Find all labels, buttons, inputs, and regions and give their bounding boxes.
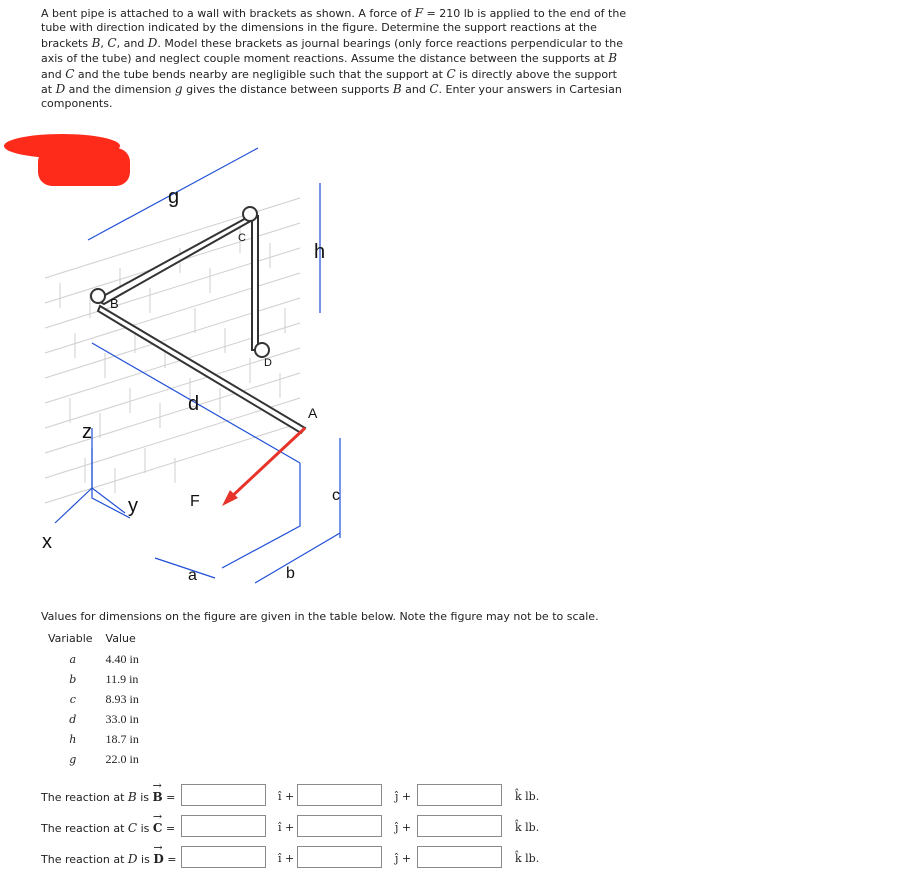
bracket-d [255, 343, 269, 357]
reaction-label-d: The reaction at D is → D = [41, 852, 176, 866]
label-y: y [128, 495, 138, 517]
label-f: F [190, 493, 200, 510]
reaction-c-k-input[interactable] [417, 815, 502, 837]
problem-statement: A bent pipe is attached to a wall with brackets as shown. A force of F = 210 lb is applied to the end of the tube with direction indicated by the dimensions in the figure. Determine the support reactions at the brackets B, C, and D. Model these brackets as journal bearings (only force reactions perpendicular to the axis of the tube) and neglect couple moment reactions. Assume the distance between the supports at B and C and the tube bends nearby are negligible such that the support at C is directly above the support at D and the dimension g gives the distance between supports B and C. Enter your answers in Cartesian components. [41, 6, 627, 111]
dimension-table [43, 632, 147, 769]
label-a-point: A [308, 405, 318, 421]
unit-j-label: ĵ + [395, 790, 412, 803]
variable-cell: d [69, 713, 77, 726]
table-row [43, 729, 147, 749]
bent-pipe [96, 216, 305, 433]
redaction-mark [4, 134, 130, 186]
value-cell: 8.93 in [105, 692, 139, 706]
reaction-label-b: The reaction at B is → B = [41, 790, 175, 804]
bracket-b [91, 289, 105, 303]
unit-j-label: ĵ + [395, 852, 412, 865]
value-cell: 33.0 in [105, 712, 139, 726]
value-cell: 4.40 in [105, 652, 139, 666]
label-b-dim: b [286, 565, 295, 582]
label-z: z [82, 421, 92, 443]
reaction-row-d [41, 846, 561, 872]
reaction-b-k-input[interactable] [417, 784, 502, 806]
label-c: C [238, 232, 246, 244]
reaction-c-j-input[interactable] [297, 815, 382, 837]
variable-cell: c [69, 693, 76, 706]
table-row [43, 649, 147, 669]
reaction-row-b [41, 784, 561, 810]
table-row [43, 709, 147, 729]
value-cell: 11.9 in [105, 672, 139, 686]
label-a: a [188, 567, 197, 584]
variable-cell: a [69, 653, 77, 666]
figure-caption: Values for dimensions on the figure are given in the table below. Note the figure may not be to scale. [41, 610, 599, 623]
variable-cell: g [69, 753, 77, 766]
reaction-label-c: The reaction at C is → C = [41, 821, 175, 835]
table-row [43, 749, 147, 769]
unit-i-label: î + [278, 852, 295, 865]
reaction-row-c [41, 815, 561, 841]
reaction-b-j-input[interactable] [297, 784, 382, 806]
label-c-dim: c [332, 487, 340, 504]
table-header-row [43, 632, 147, 649]
label-b: B [110, 296, 119, 311]
value-cell: 18.7 in [105, 732, 139, 746]
unit-i-label: î + [278, 821, 295, 834]
variable-cell: h [69, 733, 77, 746]
value-cell: 22.0 in [105, 752, 139, 766]
label-d-point: D [264, 357, 272, 369]
unit-k-label: k̂ lb. [515, 852, 540, 865]
dimension-lines [88, 148, 340, 583]
force-arrow-f [222, 428, 305, 506]
label-d: d [188, 393, 200, 415]
table-row [43, 689, 147, 709]
unit-j-label: ĵ + [395, 821, 412, 834]
reaction-c-i-input[interactable] [181, 815, 266, 837]
header-value: Value [105, 632, 136, 645]
unit-k-label: k̂ lb. [515, 821, 540, 834]
reaction-d-j-input[interactable] [297, 846, 382, 868]
label-g: g [168, 186, 180, 208]
header-variable: Variable [48, 632, 93, 645]
reaction-d-i-input[interactable] [181, 846, 266, 868]
reaction-b-i-input[interactable] [181, 784, 266, 806]
unit-k-label: k̂ lb. [515, 790, 540, 803]
table-row [43, 669, 147, 689]
unit-i-label: î + [278, 790, 295, 803]
label-x: x [42, 531, 52, 553]
label-h: h [314, 241, 326, 263]
variable-cell: b [69, 673, 77, 686]
bent-pipe-figure [0, 128, 400, 598]
reaction-d-k-input[interactable] [417, 846, 502, 868]
bracket-c [243, 207, 257, 221]
